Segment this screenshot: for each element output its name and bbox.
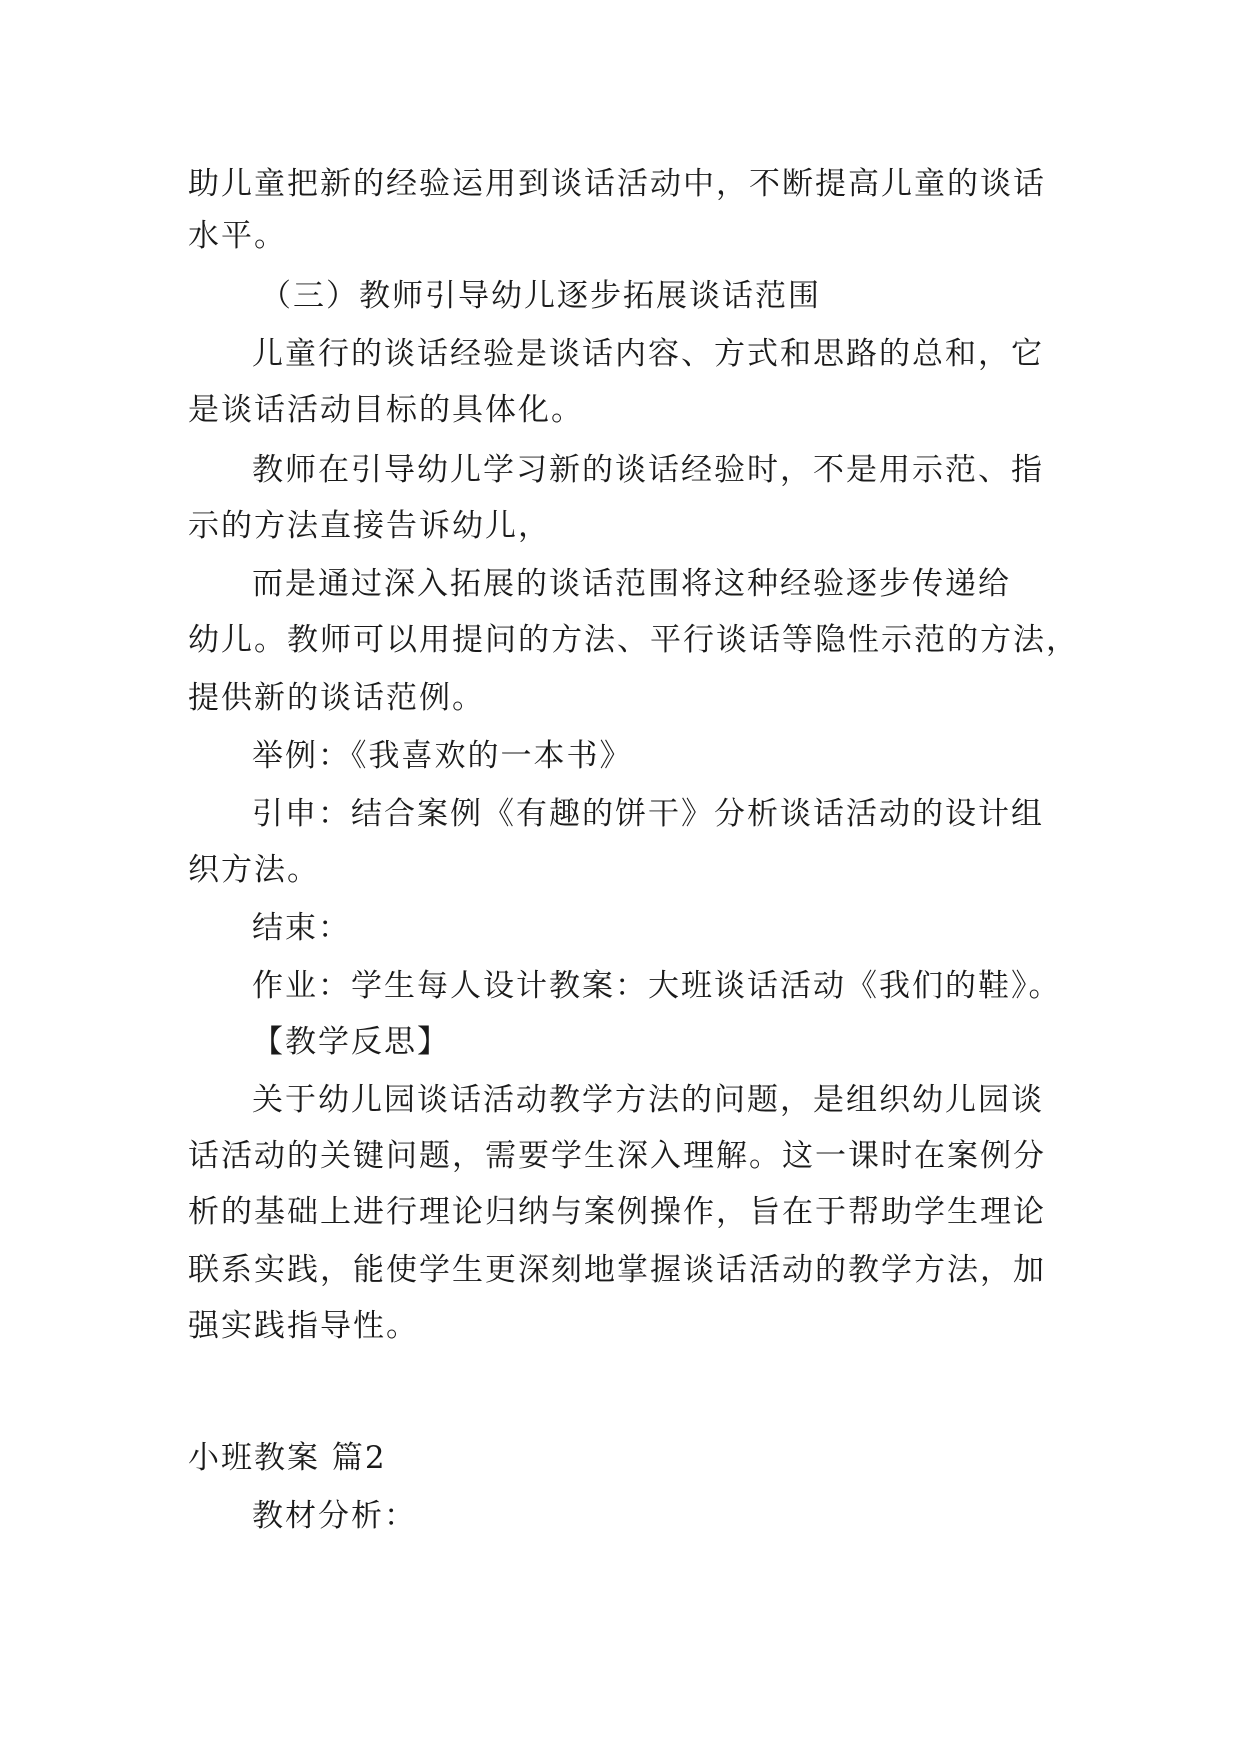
body-text-line: 析的基础上进行理论归纳与案例操作，旨在于帮助学生理论 bbox=[188, 1194, 1046, 1230]
body-text-line: 关于幼儿园谈话活动教学方法的问题，是组织幼儿园谈 bbox=[252, 1082, 1044, 1118]
lesson-title: 小班教案 篇2 bbox=[188, 1440, 387, 1476]
body-text-line: 幼儿。教师可以用提问的方法、平行谈话等隐性示范的方法， bbox=[188, 622, 1079, 658]
body-text-line: 是谈话活动目标的具体化。 bbox=[188, 392, 584, 428]
body-text-line: 示的方法直接告诉幼儿， bbox=[188, 508, 551, 544]
body-text-line: 助儿童把新的经验运用到谈话活动中，不断提高儿童的谈话 bbox=[188, 166, 1046, 202]
body-text-line: 话活动的关键问题，需要学生深入理解。这一课时在案例分 bbox=[188, 1138, 1046, 1174]
body-text-line: 教师在引导幼儿学习新的谈话经验时，不是用示范、指 bbox=[252, 452, 1044, 488]
reflection-heading: 【教学反思】 bbox=[252, 1024, 450, 1060]
ending-label: 结束： bbox=[252, 910, 351, 946]
body-text-line: 提供新的谈话范例。 bbox=[188, 680, 485, 716]
body-text-line: 引申：结合案例《有趣的饼干》分析谈话活动的设计组 bbox=[252, 796, 1044, 832]
body-text-line: 水平。 bbox=[188, 218, 287, 254]
homework-line: 作业：学生每人设计教案：大班谈话活动《我们的鞋》。 bbox=[252, 968, 1062, 1004]
material-analysis-label: 教材分析： bbox=[252, 1498, 417, 1534]
example-line: 举例：《我喜欢的一本书》 bbox=[252, 738, 633, 774]
body-text-line: 儿童行的谈话经验是谈话内容、方式和思路的总和，它 bbox=[252, 336, 1044, 372]
body-text-line: 织方法。 bbox=[188, 852, 320, 888]
body-text-line: 联系实践，能使学生更深刻地掌握谈话活动的教学方法，加 bbox=[188, 1252, 1046, 1288]
body-text-line: 而是通过深入拓展的谈话范围将这种经验逐步传递给 bbox=[252, 566, 1011, 602]
section-heading: （三）教师引导幼儿逐步拓展谈话范围 bbox=[260, 278, 821, 314]
body-text-line: 强实践指导性。 bbox=[188, 1308, 419, 1344]
